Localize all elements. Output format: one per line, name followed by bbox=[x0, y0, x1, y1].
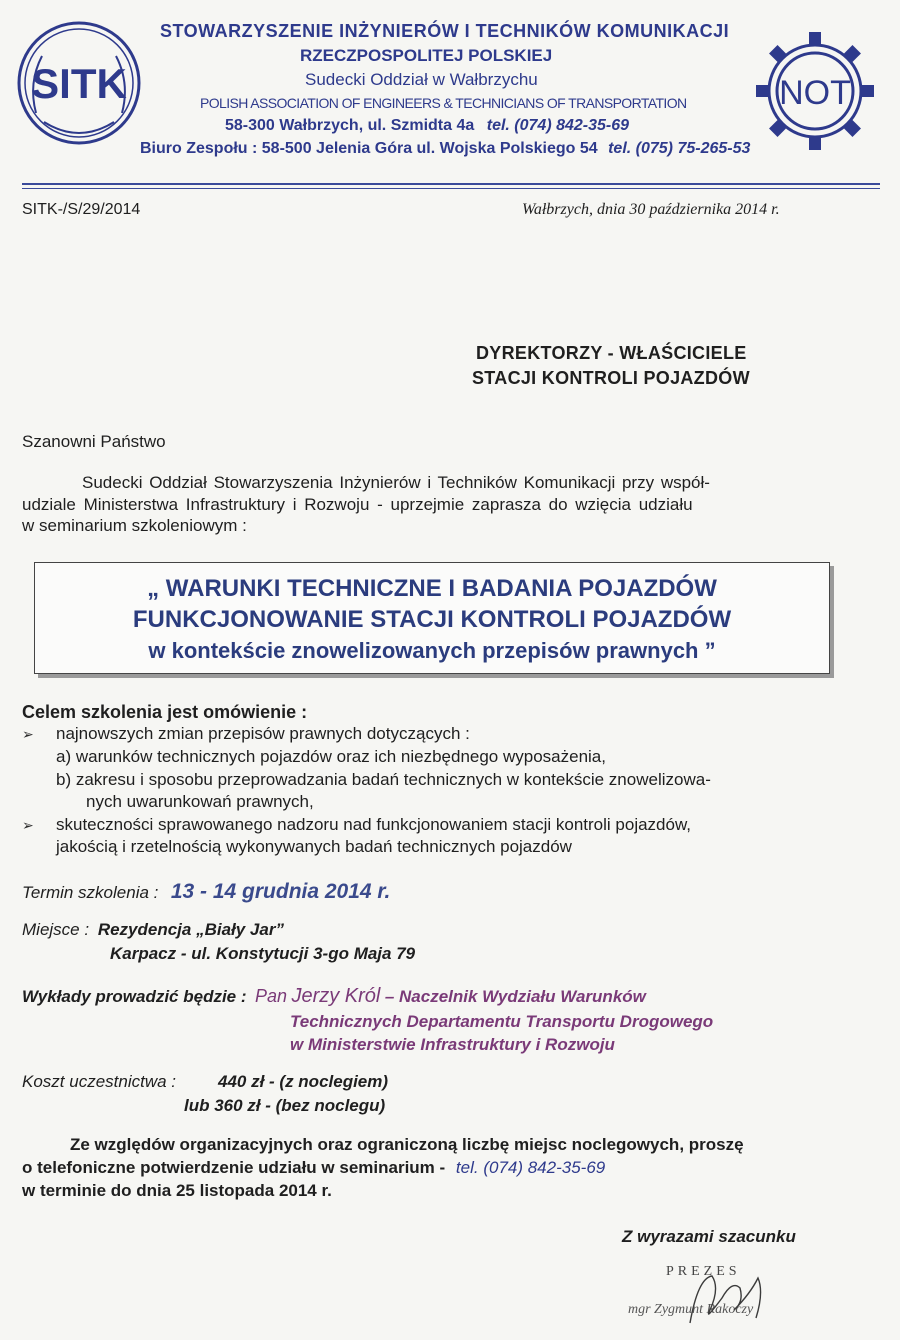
cost-line1: 440 zł - (z noclegiem) bbox=[218, 1072, 389, 1091]
stamp-name: mgr Zygmunt Rakoczy bbox=[628, 1302, 754, 1317]
goal-item-1b: b) zakresu i sposobu przeprowadzania badań technicznych w kontekście znowelizowa- bbox=[56, 770, 711, 789]
stamp bbox=[620, 1258, 820, 1328]
goal-item-1: najnowszych zmian przepisów prawnych dotyczących : bbox=[56, 724, 470, 743]
bullet-arrow-icon: ➢ bbox=[22, 726, 34, 742]
term-value: 13 - 14 grudnia 2014 r. bbox=[170, 880, 391, 903]
org-branch: Sudecki Oddział w Wałbrzychu bbox=[305, 70, 538, 89]
seminar-title-box bbox=[34, 562, 830, 674]
recipient-line2: STACJI KONTROLI POJAZDÓW bbox=[472, 368, 750, 388]
closing-line2 bbox=[22, 1158, 605, 1178]
closing-phone: tel. (074) 842-35-69 bbox=[455, 1158, 606, 1177]
closing-line2-text: o telefoniczne potwierdzenie udziału w seminarium - bbox=[22, 1158, 446, 1177]
date-line: Wałbrzych, dnia 30 października 2014 r. bbox=[522, 201, 780, 218]
salutation: Szanowni Państwo bbox=[22, 432, 166, 451]
closing-line3: w terminie do dnia 25 listopada 2014 r. bbox=[22, 1181, 332, 1200]
org-name-line2: RZECZPOSPOLITEJ POLSKIEJ bbox=[300, 46, 553, 65]
seminar-title-line1: „ WARUNKI TECHNICZNE I BADANIA POJAZDÓW bbox=[147, 575, 717, 602]
intro-line1: Sudecki Oddział Stowarzyszenia Inżynierów i Techników Komunikacji przy współ- bbox=[82, 473, 710, 492]
handwritten-signature bbox=[660, 1258, 780, 1328]
sitk-logo bbox=[14, 18, 144, 148]
seminar-title-line3: w kontekście znowelizowanych przepisów prawnych ” bbox=[148, 638, 716, 663]
org-name-english: POLISH ASSOCIATION OF ENGINEERS & TECHNICIANS OF TRANSPORTATION bbox=[200, 95, 687, 111]
bullet-arrow-icon: ➢ bbox=[22, 817, 34, 833]
goals-heading: Celem szkolenia jest omówienie : bbox=[22, 702, 308, 722]
lecturer-role-3: w Ministerstwie Infrastruktury i Rozwoju bbox=[290, 1035, 615, 1054]
place-label: Miejsce : bbox=[22, 920, 90, 939]
cost-line2: lub 360 zł - (bez noclegu) bbox=[184, 1096, 386, 1115]
goal-item-1a: a) warunków technicznych pojazdów oraz ich niezbędnego wyposażenia, bbox=[56, 747, 606, 766]
closing-line1: Ze względów organizacyjnych oraz ograniczoną liczbę miejsc noclegowych, proszę bbox=[70, 1135, 744, 1154]
lecturer-row bbox=[22, 985, 646, 1008]
place-address: Karpacz - ul. Konstytucji 3-go Maja 79 bbox=[110, 944, 416, 963]
term-label: Termin szkolenia : bbox=[22, 883, 159, 902]
sign-off: Z wyrazami szacunku bbox=[622, 1227, 796, 1246]
not-logo-text: NOT bbox=[779, 74, 851, 112]
goal-item-2: skuteczności sprawowanego nadzoru nad funkcjonowaniem stacji kontroli pojazdów, bbox=[56, 815, 692, 834]
place-row bbox=[22, 920, 284, 940]
goal-item-2-cont: jakością i rzetelnością wykonywanych badań technicznych pojazdów bbox=[56, 837, 572, 856]
place-value: Rezydencja „Biały Jar” bbox=[97, 920, 284, 939]
address-main-text: 58-300 Wałbrzych, ul. Szmidta 4a bbox=[225, 117, 475, 134]
lecturer-prefix: Pan bbox=[254, 986, 288, 1006]
header-rule-thin bbox=[22, 188, 880, 189]
term-row bbox=[22, 880, 390, 904]
seminar-title-line2: FUNKCJONOWANIE STACJI KONTROLI POJAZDÓW bbox=[132, 606, 732, 633]
lecturer-label: Wykłady prowadzić będzie : bbox=[22, 987, 247, 1006]
goal-item-1b-cont: nych uwarunkowań prawnych, bbox=[86, 792, 314, 811]
cost-label: Koszt uczestnictwa : bbox=[22, 1072, 177, 1091]
not-logo bbox=[752, 28, 878, 154]
lecturer-role-1: – Naczelnik Wydziału Warunków bbox=[384, 987, 646, 1006]
sitk-logo-text: SITK bbox=[31, 60, 127, 107]
address-office-text: Biuro Zespołu : 58-500 Jelenia Góra ul. Wojska Polskiego 54 bbox=[140, 140, 598, 157]
recipient-line1: DYREKTORZY - WŁAŚCICIELE bbox=[476, 343, 747, 363]
stamp-title: PREZES bbox=[666, 1264, 741, 1279]
header-rule bbox=[22, 183, 880, 185]
address-office-tel: tel. (075) 75-265-53 bbox=[608, 140, 751, 157]
address-office bbox=[140, 141, 750, 157]
lecturer-name: Jerzy Król bbox=[291, 985, 381, 1007]
address-main bbox=[225, 118, 629, 134]
address-main-tel: tel. (074) 842-35-69 bbox=[486, 117, 630, 134]
org-name-line1: STOWARZYSZENIE INŻYNIERÓW I TECHNIKÓW KOMUNIKACJI bbox=[160, 21, 730, 41]
lecturer-role-2: Technicznych Departamentu Transportu Drogowego bbox=[290, 1012, 714, 1031]
intro-line2: udziale Ministerstwa Infrastruktury i Rozwoju - uprzejmie zaprasza do wzięcia udziału bbox=[22, 495, 693, 514]
reference-number: SITK-/S/29/2014 bbox=[22, 201, 141, 218]
intro-line3: w seminarium szkoleniowym : bbox=[22, 516, 247, 535]
